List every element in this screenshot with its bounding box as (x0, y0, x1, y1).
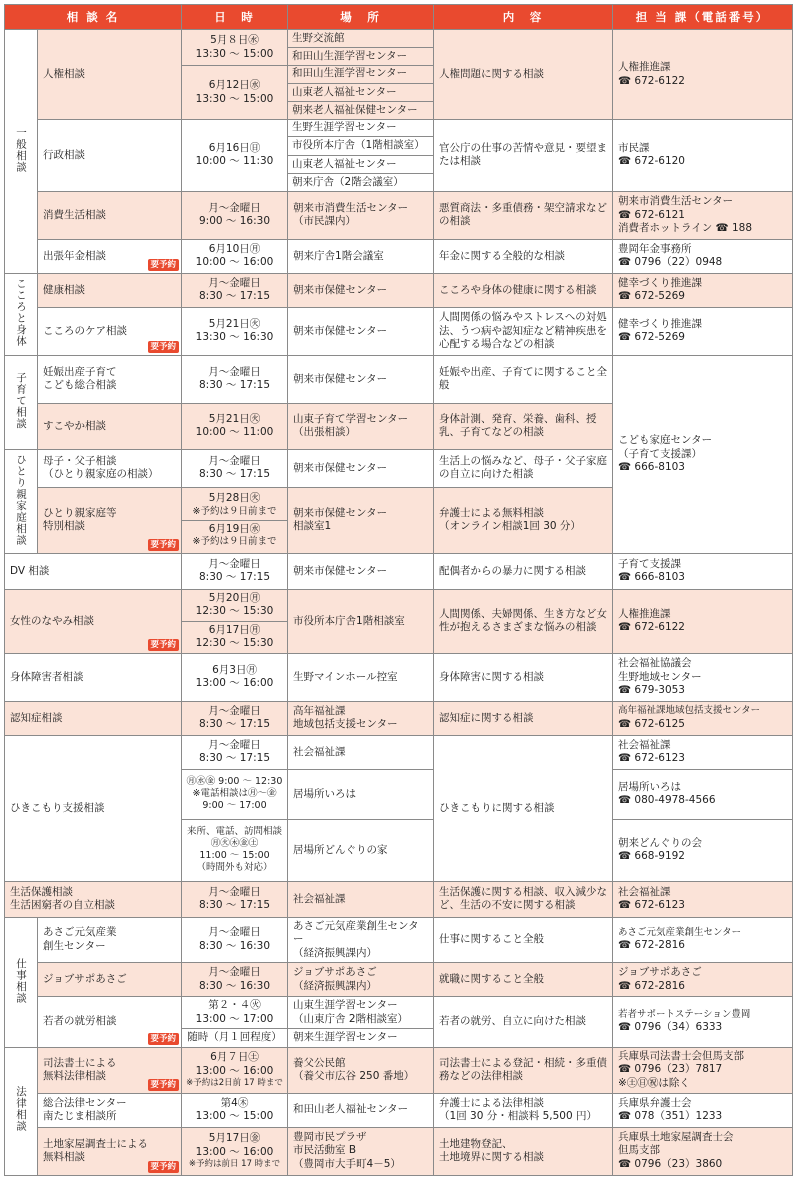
table-row (5, 701, 793, 735)
content-cell: 就職に関すること全般 (434, 963, 613, 997)
date-cell: 月～金曜日 8:30 ～ 16:30 (182, 917, 288, 962)
dept-cell (613, 701, 793, 735)
place-cell: 朝来市保健センター 相談室1 (288, 487, 434, 553)
date-cell: 月～金曜日 8:30 ～ 17:15 (182, 273, 288, 307)
dept-name: ジョブサポあさご (618, 966, 702, 979)
content-cell: 人権問題に関する相談 (434, 30, 613, 120)
place-item: 和田山生涯学習センター (292, 67, 408, 80)
content-cell: 生活上の悩みなど、母子・父子家庭の自立に向けた相談 (434, 449, 613, 487)
content-cell: 年金に関する全般的な相談 (434, 239, 613, 273)
date-cell: 月～金曜日 8:30 ～ 17:15 (182, 449, 288, 487)
date-cell: 6月16日㊐ 10:00 ～ 11:30 (182, 120, 288, 192)
date-cell: 第4㊍ 13:00 ～ 15:00 (182, 1093, 288, 1127)
place-item: 和田山生涯学習センター (288, 47, 433, 63)
table-row (5, 307, 793, 355)
consult-name (5, 589, 182, 653)
consult-name: すこやか相談 (38, 403, 182, 449)
consult-name-text: 出張年金相談 (43, 249, 106, 262)
category-ippan: 一般相談 (5, 30, 38, 274)
dept-cell (613, 769, 793, 819)
date-cell: 月～金曜日 8:30 ～ 17:15 (182, 701, 288, 735)
place-item: 朝来庁舎（2階会議室） (288, 173, 433, 189)
dept-name: 朝来市消費生活センター (618, 195, 734, 208)
consult-name: 人権相談 (38, 30, 182, 120)
date-item: 5月20日㊊ 12:30 ～ 15:30 (195, 591, 274, 618)
date-item: 6月19日㊌ (180, 520, 289, 536)
place-cell: 朝来市保健センター (288, 449, 434, 487)
header-dept: 担 当 課（電話番号） (613, 5, 793, 30)
date-item: 5月17日㊎ 13:00 ～ 16:00 (195, 1132, 274, 1158)
date-cell: 6月10日㊊ 10:00 ～ 16:00 (182, 239, 288, 273)
consult-name-text: 女性のなやみ相談 (10, 614, 94, 627)
consult-name: ジョブサポあさご (38, 963, 182, 997)
content-cell: 妊娠や出産、子育てに関すること全般 (434, 355, 613, 403)
dept-cell (613, 881, 793, 917)
dept-cell (613, 1093, 793, 1127)
content-cell: ひきこもりに関する相談 (434, 735, 613, 881)
phone-number: ☎ 666-8103 (618, 460, 685, 473)
dept-name: 若者サポートステーション豊岡 (618, 1008, 751, 1020)
consult-name-text: 司法書士による 無料法律相談 (43, 1056, 117, 1082)
place-cell: あさご元気産業創生センター （経済振興課内） (288, 917, 434, 962)
phone-number: ☎ 672-6121 (618, 208, 685, 221)
dept-name: 社会福祉課 (618, 885, 671, 898)
content-cell: 身体計測、発育、栄養、歯科、授乳、子育てなどの相談 (434, 403, 613, 449)
place-cell: 和田山老人福祉センター (288, 1093, 434, 1127)
consult-name: 身体障害者相談 (5, 653, 182, 701)
consultation-schedule-table (4, 4, 793, 1176)
phone-number: ☎ 0796（22）0948 (618, 256, 723, 269)
consult-name: あさご元気産業 創生センター (38, 917, 182, 962)
date-cell: 5月21日㊋ 13:30 ～ 16:30 (182, 307, 288, 355)
place-item: 生野交流館 (292, 31, 345, 44)
place-cell: 養父公民館 （養父市広谷 250 番地） (288, 1047, 434, 1093)
header-datetime: 日 時 (182, 5, 288, 30)
dept-name: あさご元気産業創生センター (618, 927, 742, 939)
date-cell: ㊊㊌㊎ 9:00 ～ 12:30 ※電話相談は㊊～㊎ 9:00 ～ 17:00 (182, 769, 288, 819)
date-cell (182, 589, 288, 653)
table-row (5, 1093, 793, 1127)
place-cell (288, 66, 434, 120)
place-cell: 朝来生涯学習センター (288, 1029, 434, 1047)
phone-number: ☎ 672-6123 (618, 899, 685, 912)
phone-number: ☎ 672-6122 (618, 74, 685, 87)
table-row (5, 355, 793, 403)
consult-name: 妊娠出産子育て こども総合相談 (38, 355, 182, 403)
date-cell: 月～金曜日 8:30 ～ 17:15 (182, 355, 288, 403)
dept-note: ※㊏㊐㊗は除く (618, 1076, 690, 1089)
phone-number: ☎ 679-3053 (618, 683, 685, 696)
place-cell: 豊岡市民プラザ 市民活動室 B （豊岡市大手町4－5） (288, 1127, 434, 1175)
dept-name: 兵庫県弁護士会 (618, 1096, 692, 1109)
date-item: 6月７日㊏ 13:00 ～ 16:00 (195, 1051, 274, 1077)
category-shigoto: 仕事相談 (5, 917, 38, 1047)
content-cell: 若者の就労、自立に向けた相談 (434, 997, 613, 1047)
consult-name-text: 土地家屋調査士による 無料相談 (43, 1137, 148, 1163)
reservation-badge: 要予約 (148, 341, 180, 353)
phone-number: ☎ 0796（23）7817 (618, 1063, 723, 1076)
dept-cell (613, 1047, 793, 1093)
content-cell: 人間関係の悩みやストレスへの対処法、うつ病や認知症など精神疾患を心配する場合などの相談 (434, 307, 613, 355)
place-cell: 生野マインホール控室 (288, 653, 434, 701)
dept-name: 健幸づくり推進課 (618, 317, 703, 330)
content-cell: 人間関係、夫婦関係、生き方など女性が抱えるさまざまな悩みの相談 (434, 589, 613, 653)
dept-name: 人権推進課 (618, 61, 671, 74)
dept-cell (613, 917, 793, 962)
reservation-badge: 要予約 (148, 259, 180, 271)
dept-name: 健幸づくり推進課 (618, 276, 703, 289)
dept-cell (613, 589, 793, 653)
place-cell: 朝来市保健センター (288, 273, 434, 307)
date-cell: 月～金曜日 8:30 ～ 17:15 (182, 735, 288, 769)
dept-cell (613, 355, 793, 553)
date-cell: 第２・４㊋ 13:00 ～ 17:00 (182, 997, 288, 1029)
consultation-table-wrapper (4, 4, 792, 1176)
dept-name: 社会福祉協議会 生野地域センター (618, 657, 702, 683)
phone-number: ☎ 672-2816 (618, 979, 685, 992)
date-item: 6月17日㊊ 12:30 ～ 15:30 (180, 621, 289, 651)
dept-cell (613, 120, 793, 192)
hotline-number: 消費者ホットライン ☎ 188 (618, 221, 752, 234)
consult-name: ひきこもり支援相談 (5, 735, 182, 881)
content-cell: 官公庁の仕事の苦情や意見・要望または相談 (434, 120, 613, 192)
consult-name (38, 997, 182, 1047)
consult-name: 総合法律センター 南たじま相談所 (38, 1093, 182, 1127)
dept-cell (613, 273, 793, 307)
reservation-badge: 要予約 (148, 639, 180, 651)
table-row (5, 917, 793, 962)
consult-name (38, 307, 182, 355)
phone-number: ☎ 672-6120 (618, 155, 685, 168)
content-cell: 司法書士による登記・相続・多重債務などの法律相談 (434, 1047, 613, 1093)
content-cell: 配偶者からの暴力に関する相談 (434, 553, 613, 589)
dept-name: 子育て支援課 (618, 557, 682, 570)
reservation-badge: 要予約 (148, 1079, 180, 1091)
table-row (5, 589, 793, 653)
consult-name (38, 239, 182, 273)
phone-number: ☎ 0796（34）6333 (618, 1021, 723, 1034)
phone-number: ☎ 672-2816 (618, 939, 685, 952)
date-cell (182, 487, 288, 553)
place-cell: 朝来市消費生活センター （市民課内） (288, 191, 434, 239)
place-cell: 高年福祉課 地域包括支援センター (288, 701, 434, 735)
phone-number: ☎ 666-8103 (618, 571, 685, 584)
header-row (5, 5, 793, 30)
date-cell: 月～金曜日 8:30 ～ 16:30 (182, 963, 288, 997)
dept-name: 朝来どんぐりの会 (618, 836, 703, 849)
table-row (5, 735, 793, 769)
date-note: ※予約は前日 17 時まで (188, 1159, 281, 1169)
date-cell: 来所、電話、訪問相談 ㊊㊋㊍㊎㊏ 11:00 ～ 15:00 （時間外も対応） (182, 819, 288, 881)
dept-cell (613, 191, 793, 239)
date-cell: 月～金曜日 8:30 ～ 17:15 (182, 553, 288, 589)
table-row (5, 963, 793, 997)
table-row (5, 191, 793, 239)
consult-name (38, 487, 182, 553)
dept-name: 兵庫県司法書士会但馬支部 (618, 1049, 745, 1062)
place-cell: 山東生涯学習センター （山東庁舎 2階相談室） (288, 997, 434, 1029)
consult-name: 行政相談 (38, 120, 182, 192)
place-cell: 朝来市保健センター (288, 355, 434, 403)
consult-name: 健康相談 (38, 273, 182, 307)
consult-name: 消費生活相談 (38, 191, 182, 239)
table-row (5, 120, 793, 192)
date-cell: 6月3日㊊ 13:00 ～ 16:00 (182, 653, 288, 701)
place-cell: 居場所いろは (288, 769, 434, 819)
dept-name: 居場所いろは (618, 780, 682, 793)
table-row (5, 553, 793, 589)
consult-name: 認知症相談 (5, 701, 182, 735)
place-item: 市役所本庁舎（1階相談室） (288, 136, 433, 152)
consult-name (38, 1047, 182, 1093)
place-item: 山東老人福祉センター (288, 83, 433, 99)
date-cell (182, 1127, 288, 1175)
content-cell: 弁護士による法律相談 （1回 30 分・相談料 5,500 円） (434, 1093, 613, 1127)
dept-cell (613, 997, 793, 1047)
dept-cell (613, 307, 793, 355)
header-content: 内 容 (434, 5, 613, 30)
phone-number: ☎ 672-6123 (618, 752, 685, 765)
consult-name: 生活保護相談 生活困窮者の自立相談 (5, 881, 182, 917)
consult-name-text: ひとり親家庭等 特別相談 (43, 506, 117, 533)
date-cell: 5月21日㊋ 10:00 ～ 11:00 (182, 403, 288, 449)
place-cell: 社会福祉課 (288, 881, 434, 917)
date-note: ※予約は2日前 17 時まで (186, 1078, 283, 1088)
place-cell: 市役所本庁舎1階相談室 (288, 589, 434, 653)
place-item: 生野生涯学習センター (292, 121, 397, 133)
date-note: ※予約は９日前まで (192, 505, 277, 517)
consult-name-text: 若者の就労相談 (43, 1015, 117, 1028)
table-row (5, 653, 793, 701)
category-kosodate: 子育て相談 (5, 355, 38, 449)
content-cell: 身体障害に関する相談 (434, 653, 613, 701)
dept-cell (613, 1127, 793, 1175)
place-cell: ジョブサポあさご （経済振興課内） (288, 963, 434, 997)
table-row (5, 273, 793, 307)
phone-number: ☎ 078（351）1233 (618, 1110, 723, 1122)
dept-name: 兵庫県土地家屋調査士会 但馬支部 (618, 1130, 734, 1157)
category-houritsu: 法律相談 (5, 1047, 38, 1175)
place-item: 朝来老人福祉保健センター (288, 101, 433, 117)
dept-cell (613, 653, 793, 701)
dept-cell (613, 30, 793, 120)
phone-number: ☎ 0796（23）3860 (618, 1157, 723, 1170)
content-cell: 土地建物登記、 土地境界に関する相談 (434, 1127, 613, 1175)
table-row (5, 1127, 793, 1175)
dept-name: 人権推進課 (618, 607, 671, 620)
place-cell: 朝来庁舎1階会議室 (288, 239, 434, 273)
date-cell: 6月12日㊌ 13:30 ～ 15:00 (182, 66, 288, 120)
dept-name: こども家庭センター （子育て支援課） (618, 434, 713, 460)
reservation-badge: 要予約 (148, 539, 180, 551)
date-cell: 月～金曜日 8:30 ～ 17:15 (182, 881, 288, 917)
dept-name: 市民課 (618, 141, 650, 154)
date-cell: 5月８日㊌ 13:30 ～ 15:00 (182, 30, 288, 66)
table-row (5, 997, 793, 1029)
dept-cell (613, 963, 793, 997)
date-item: 5月28日㊋ (208, 492, 261, 505)
dept-name: 豊岡年金事務所 (618, 242, 692, 255)
dept-cell (613, 735, 793, 769)
place-cell (288, 30, 434, 66)
dept-cell (613, 553, 793, 589)
place-cell: 朝来市保健センター (288, 307, 434, 355)
phone-number: ☎ 668-9192 (618, 850, 685, 863)
content-cell: こころや身体の健康に関する相談 (434, 273, 613, 307)
place-cell: 社会福祉課 (288, 735, 434, 769)
phone-number: ☎ 080-4978-4566 (618, 794, 716, 807)
content-cell: 認知症に関する相談 (434, 701, 613, 735)
dept-name: 高年福祉課地域包括支援センター (618, 705, 761, 717)
consult-name (38, 1127, 182, 1175)
content-cell: 悪質商法・多重債務・架空請求などの相談 (434, 191, 613, 239)
category-kokoro: こころと身体 (5, 273, 38, 355)
table-row (5, 30, 793, 66)
reservation-badge: 要予約 (148, 1033, 180, 1045)
content-cell: 弁護士による無料相談 （オンライン相談1回 30 分） (434, 487, 613, 553)
reservation-badge: 要予約 (148, 1161, 180, 1173)
phone-number: ☎ 672-6125 (618, 717, 685, 730)
place-cell: 山東子育て学習センター （出張相談） (288, 403, 434, 449)
place-cell: 朝来市保健センター (288, 553, 434, 589)
consult-name: DV 相談 (5, 553, 182, 589)
consult-name-text: こころのケア相談 (43, 324, 127, 337)
dept-name: 社会福祉課 (618, 738, 671, 751)
table-row (5, 881, 793, 917)
date-cell: 月～金曜日 9:00 ～ 16:30 (182, 191, 288, 239)
date-note: ※予約は９日前まで (192, 536, 277, 548)
table-row (5, 239, 793, 273)
content-cell: 生活保護に関する相談、収入減少など、生活の不安に関する相談 (434, 881, 613, 917)
place-cell: 居場所どんぐりの家 (288, 819, 434, 881)
header-name: 相 談 名 (5, 5, 182, 30)
category-hitori: ひとり親家庭相談 (5, 449, 38, 553)
content-cell: 仕事に関すること全般 (434, 917, 613, 962)
phone-number: ☎ 672-5269 (618, 331, 685, 344)
header-place: 場 所 (288, 5, 434, 30)
phone-number: ☎ 672-5269 (618, 290, 685, 303)
consult-name: 母子・父子相談 （ひとり親家庭の相談） (38, 449, 182, 487)
place-cell (288, 120, 434, 192)
table-row (5, 1047, 793, 1093)
dept-cell (613, 819, 793, 881)
phone-number: ☎ 672-6122 (618, 621, 685, 634)
date-cell: 随時（月１回程度） (182, 1029, 288, 1047)
place-item: 山東老人福祉センター (288, 155, 433, 171)
date-cell (182, 1047, 288, 1093)
dept-cell (613, 239, 793, 273)
